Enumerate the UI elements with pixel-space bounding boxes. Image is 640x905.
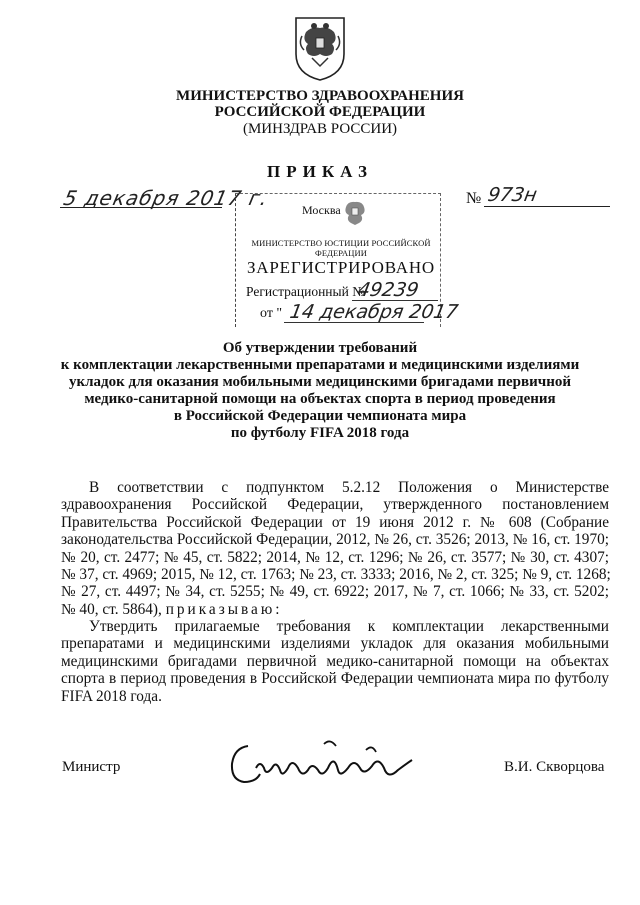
- stamp-date-label: от ": [260, 306, 283, 321]
- paragraph-line: Правительства Российской Федерации от 19 июня 2012 г. № 608 (Собрание: [61, 513, 609, 531]
- paragraph-approval: [61, 618, 609, 705]
- stamp-registered: ЗАРЕГИСТРИРОВАНО: [246, 258, 436, 277]
- doc-title-line: Об утверждении требований: [222, 340, 418, 356]
- ministry-name-line1: МИНИСТЕРСТВО ЗДРАВООХРАНЕНИЯ: [176, 88, 464, 104]
- paragraph-last-line: [61, 601, 609, 618]
- paragraph-line: Утвердить прилагаемые требования к комплектации лекарственными: [89, 618, 609, 635]
- paragraph-line: медицинскими бригадами первичной медико-санитарной помощи на объектах: [61, 652, 609, 670]
- doc-title-line: укладок для оказания мобильными медицинскими бригадами первичной: [69, 374, 571, 390]
- coat-of-arms-icon: [292, 14, 348, 82]
- paragraph-line: препаратами и медицинскими изделиями укладок для оказания мобильными: [61, 635, 609, 653]
- paragraph-line: В соответствии с подпунктом 5.2.12 Положения о Министерстве: [89, 479, 609, 496]
- doc-title-line: в Российской Федерации чемпионата мира: [173, 408, 467, 424]
- date-underline: [60, 207, 222, 208]
- handwritten-signature-icon: [226, 734, 416, 790]
- order-verb: приказываю:: [165, 600, 283, 618]
- stamp-regnum-value: 49239: [356, 279, 421, 301]
- paragraph-line: № 27, ст. 4497; № 34, ст. 5255; № 49, ст. 6922; 2017, № 7, ст. 1066; № 33, ст. 5202;: [61, 583, 609, 601]
- doc-title-line: к комплектации лекарственными препаратами и медицинскими изделиями: [60, 357, 580, 373]
- order-number: 973н: [486, 184, 539, 206]
- stamp-city: Москва: [302, 203, 341, 217]
- order-title: ПРИКАЗ: [267, 162, 373, 181]
- ministry-short-name: (МИНЗДРАВ РОССИИ): [242, 121, 398, 137]
- citation-end: № 40, ст. 5864),: [61, 600, 162, 618]
- paragraph-line: законодательства Российской Федерации, 2012, № 26, ст. 3526; 2013, № 16, ст. 1970;: [61, 531, 609, 549]
- paragraph-line: № 20, ст. 2477; № 45, ст. 5822; 2014, № 12, ст. 1296; № 26, ст. 3577; № 30, ст. 4307;: [61, 548, 609, 566]
- paragraph-last-line: FIFA 2018 года.: [61, 687, 162, 705]
- stamp-ministry: МИНИСТЕРСТВО ЮСТИЦИИ РОССИЙСКОЙ ФЕДЕРАЦИИ: [251, 238, 431, 258]
- paragraph-legal-basis: [61, 479, 609, 618]
- paragraph-line: спорта в период проведения в Российской Федерации чемпионата мира по футболу: [61, 670, 609, 688]
- doc-title-line: по футболу FIFA 2018 года: [230, 425, 410, 441]
- stamp-eagle-icon: [342, 198, 368, 228]
- paragraph-line: № 37, ст. 4969; 2015, № 12, ст. 1763; № 23, ст. 3333; 2016, № 2, ст. 325; № 9, ст. 1268;: [61, 566, 611, 584]
- signatory-name: В.И. Скворцова: [504, 759, 605, 775]
- order-date: 5 декабря 2017 г.: [61, 186, 271, 210]
- number-underline: [484, 206, 610, 207]
- stamp-date-underline: [284, 322, 424, 323]
- paragraph-line: здравоохранения Российской Федерации, утвержденного постановлением: [61, 496, 609, 514]
- signatory-title: Министр: [62, 759, 121, 775]
- doc-title-line: медико-санитарной помощи на объектах спорта в период проведения: [84, 391, 556, 407]
- stamp-regnum-label: Регистрационный №: [246, 284, 366, 299]
- ministry-name-line2: РОССИЙСКОЙ ФЕДЕРАЦИИ: [214, 104, 426, 120]
- number-sign: №: [466, 190, 482, 207]
- stamp-date-value: 14 декабря 2017: [288, 301, 460, 323]
